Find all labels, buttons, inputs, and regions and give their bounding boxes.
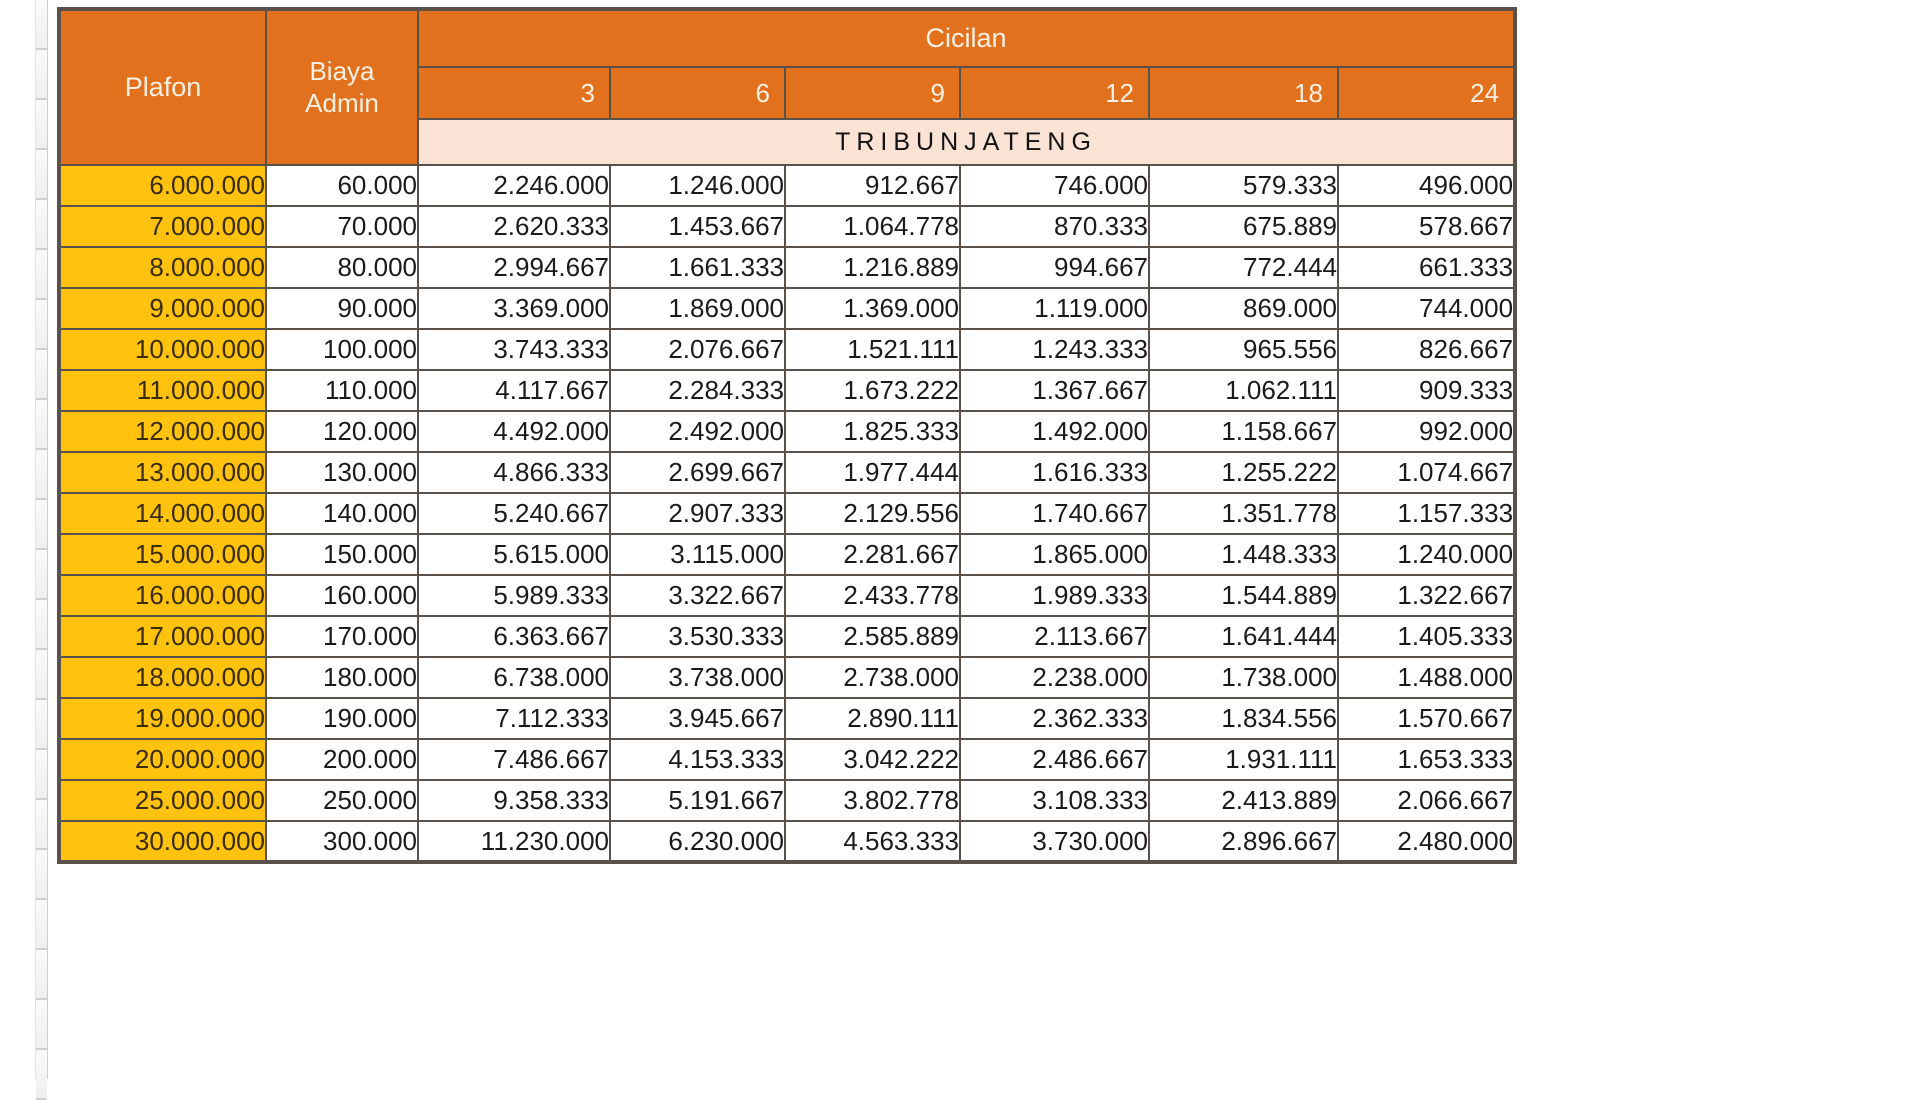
cell-plafon[interactable]: 30.000.000	[59, 821, 266, 862]
cell-tenor-3[interactable]: 9.358.333	[418, 780, 610, 821]
cell-tenor-12[interactable]: 3.730.000	[960, 821, 1149, 862]
table-row[interactable]	[59, 657, 1515, 698]
table-row[interactable]	[59, 575, 1515, 616]
cell-tenor-18[interactable]: 1.834.556	[1149, 698, 1338, 739]
cell-plafon[interactable]: 13.000.000	[59, 452, 266, 493]
row-gutter-segment[interactable]	[36, 700, 47, 750]
header-biaya-admin	[266, 9, 418, 165]
cell-tenor-18[interactable]: 2.896.667	[1149, 821, 1338, 862]
cell-tenor-24[interactable]: 744.000	[1338, 288, 1515, 329]
cell-tenor-18[interactable]: 675.889	[1149, 206, 1338, 247]
header-biaya-admin-line2: Admin	[305, 87, 379, 118]
cell-tenor-24[interactable]: 496.000	[1338, 165, 1515, 206]
cell-admin[interactable]: 100.000	[266, 329, 418, 370]
cell-tenor-9[interactable]: 3.042.222	[785, 739, 960, 780]
cell-admin[interactable]: 140.000	[266, 493, 418, 534]
cell-tenor-6[interactable]: 3.322.667	[610, 575, 785, 616]
row-gutter-segment[interactable]	[36, 1050, 47, 1100]
cell-tenor-12[interactable]: 2.113.667	[960, 616, 1149, 657]
cell-tenor-18[interactable]: 869.000	[1149, 288, 1338, 329]
cell-tenor-12[interactable]: 1.492.000	[960, 411, 1149, 452]
cell-tenor-9[interactable]: 2.738.000	[785, 657, 960, 698]
cell-tenor-3[interactable]: 2.246.000	[418, 165, 610, 206]
cell-tenor-12[interactable]: 1.243.333	[960, 329, 1149, 370]
table-header	[59, 9, 1515, 165]
cell-tenor-3[interactable]: 4.117.667	[418, 370, 610, 411]
cell-tenor-12[interactable]: 2.238.000	[960, 657, 1149, 698]
cell-tenor-18[interactable]: 1.351.778	[1149, 493, 1338, 534]
pricing-table-container	[57, 7, 1513, 864]
cell-tenor-24[interactable]: 1.405.333	[1338, 616, 1515, 657]
table-row[interactable]	[59, 329, 1515, 370]
cell-tenor-24[interactable]: 992.000	[1338, 411, 1515, 452]
cell-tenor-3[interactable]: 6.363.667	[418, 616, 610, 657]
table-row[interactable]	[59, 739, 1515, 780]
cell-plafon[interactable]: 12.000.000	[59, 411, 266, 452]
cell-tenor-6[interactable]: 2.492.000	[610, 411, 785, 452]
cell-tenor-24[interactable]: 1.074.667	[1338, 452, 1515, 493]
cell-tenor-18[interactable]: 1.062.111	[1149, 370, 1338, 411]
row-gutter-segment[interactable]	[36, 950, 47, 1000]
header-tenor-6: 6	[610, 67, 785, 119]
table-row[interactable]	[59, 616, 1515, 657]
cell-tenor-24[interactable]: 1.157.333	[1338, 493, 1515, 534]
row-gutter-segment[interactable]	[36, 800, 47, 850]
cell-tenor-12[interactable]: 1.616.333	[960, 452, 1149, 493]
cell-tenor-18[interactable]: 2.413.889	[1149, 780, 1338, 821]
cell-tenor-6[interactable]: 1.246.000	[610, 165, 785, 206]
cell-tenor-12[interactable]: 1.740.667	[960, 493, 1149, 534]
header-tenor-24: 24	[1338, 67, 1515, 119]
cell-tenor-3[interactable]: 7.486.667	[418, 739, 610, 780]
table-row[interactable]	[59, 534, 1515, 575]
cell-tenor-9[interactable]: 2.890.111	[785, 698, 960, 739]
cell-tenor-3[interactable]: 7.112.333	[418, 698, 610, 739]
cell-plafon[interactable]: 6.000.000	[59, 165, 266, 206]
cell-plafon[interactable]: 15.000.000	[59, 534, 266, 575]
cell-admin[interactable]: 130.000	[266, 452, 418, 493]
cell-admin[interactable]: 60.000	[266, 165, 418, 206]
cell-tenor-9[interactable]: 2.433.778	[785, 575, 960, 616]
cell-tenor-9[interactable]: 2.585.889	[785, 616, 960, 657]
table-row[interactable]	[59, 206, 1515, 247]
row-gutter-segment[interactable]	[36, 200, 47, 250]
cell-plafon[interactable]: 9.000.000	[59, 288, 266, 329]
cell-admin[interactable]: 90.000	[266, 288, 418, 329]
cell-tenor-24[interactable]: 826.667	[1338, 329, 1515, 370]
row-gutter-segment[interactable]	[36, 400, 47, 450]
cell-tenor-3[interactable]: 5.989.333	[418, 575, 610, 616]
cell-tenor-3[interactable]: 5.240.667	[418, 493, 610, 534]
cell-tenor-18[interactable]: 579.333	[1149, 165, 1338, 206]
cell-tenor-12[interactable]: 994.667	[960, 247, 1149, 288]
table-row[interactable]	[59, 493, 1515, 534]
cell-plafon[interactable]: 7.000.000	[59, 206, 266, 247]
cell-tenor-12[interactable]: 1.119.000	[960, 288, 1149, 329]
table-row[interactable]	[59, 452, 1515, 493]
cell-tenor-12[interactable]: 746.000	[960, 165, 1149, 206]
cell-tenor-6[interactable]: 4.153.333	[610, 739, 785, 780]
cell-admin[interactable]: 180.000	[266, 657, 418, 698]
row-gutter-segment[interactable]	[36, 650, 47, 700]
cell-plafon[interactable]: 8.000.000	[59, 247, 266, 288]
cell-admin[interactable]: 120.000	[266, 411, 418, 452]
table-row[interactable]	[59, 821, 1515, 862]
cell-plafon[interactable]: 18.000.000	[59, 657, 266, 698]
header-tenor-18: 18	[1149, 67, 1338, 119]
cell-plafon[interactable]: 16.000.000	[59, 575, 266, 616]
cell-tenor-9[interactable]: 1.825.333	[785, 411, 960, 452]
cell-tenor-3[interactable]: 11.230.000	[418, 821, 610, 862]
cell-tenor-3[interactable]: 5.615.000	[418, 534, 610, 575]
cell-tenor-18[interactable]: 772.444	[1149, 247, 1338, 288]
row-gutter-segment[interactable]	[36, 500, 47, 550]
cell-tenor-9[interactable]: 1.673.222	[785, 370, 960, 411]
cell-admin[interactable]: 170.000	[266, 616, 418, 657]
table-row[interactable]	[59, 370, 1515, 411]
table-body	[59, 165, 1515, 862]
table-row[interactable]	[59, 411, 1515, 452]
cell-plafon[interactable]: 19.000.000	[59, 698, 266, 739]
cell-tenor-18[interactable]: 1.931.111	[1149, 739, 1338, 780]
cell-tenor-3[interactable]: 2.994.667	[418, 247, 610, 288]
header-cicilan-group: Cicilan	[418, 9, 1515, 67]
cell-tenor-9[interactable]: 3.802.778	[785, 780, 960, 821]
cell-plafon[interactable]: 11.000.000	[59, 370, 266, 411]
cell-tenor-18[interactable]: 1.641.444	[1149, 616, 1338, 657]
cell-tenor-24[interactable]: 661.333	[1338, 247, 1515, 288]
cell-tenor-3[interactable]: 6.738.000	[418, 657, 610, 698]
cell-tenor-12[interactable]: 1.989.333	[960, 575, 1149, 616]
table-row[interactable]	[59, 780, 1515, 821]
cell-tenor-9[interactable]: 1.369.000	[785, 288, 960, 329]
header-tenor-3: 3	[418, 67, 610, 119]
cell-tenor-12[interactable]: 3.108.333	[960, 780, 1149, 821]
row-gutter-segment[interactable]	[36, 750, 47, 800]
cell-tenor-24[interactable]: 1.240.000	[1338, 534, 1515, 575]
cell-admin[interactable]: 110.000	[266, 370, 418, 411]
cell-tenor-9[interactable]: 2.129.556	[785, 493, 960, 534]
row-gutter-segment[interactable]	[36, 550, 47, 600]
header-plafon: Plafon	[59, 9, 266, 165]
cell-tenor-12[interactable]: 870.333	[960, 206, 1149, 247]
header-tenor-12: 12	[960, 67, 1149, 119]
cell-tenor-6[interactable]: 2.076.667	[610, 329, 785, 370]
cell-tenor-6[interactable]: 3.530.333	[610, 616, 785, 657]
header-biaya-admin-line1: Biaya	[309, 55, 375, 86]
row-gutter-segment[interactable]	[36, 900, 47, 950]
cell-tenor-9[interactable]: 2.281.667	[785, 534, 960, 575]
cell-tenor-24[interactable]: 1.488.000	[1338, 657, 1515, 698]
cell-tenor-18[interactable]: 1.738.000	[1149, 657, 1338, 698]
cell-plafon[interactable]: 17.000.000	[59, 616, 266, 657]
cell-tenor-12[interactable]: 1.367.667	[960, 370, 1149, 411]
row-gutter-segment[interactable]	[36, 300, 47, 350]
cell-tenor-3[interactable]: 2.620.333	[418, 206, 610, 247]
cell-tenor-6[interactable]: 1.661.333	[610, 247, 785, 288]
table-row[interactable]	[59, 288, 1515, 329]
cell-tenor-18[interactable]: 1.255.222	[1149, 452, 1338, 493]
table-row[interactable]	[59, 698, 1515, 739]
cell-admin[interactable]: 80.000	[266, 247, 418, 288]
cell-admin[interactable]: 250.000	[266, 780, 418, 821]
cell-tenor-9[interactable]: 1.977.444	[785, 452, 960, 493]
cell-tenor-6[interactable]: 3.738.000	[610, 657, 785, 698]
cell-admin[interactable]: 70.000	[266, 206, 418, 247]
cell-tenor-24[interactable]: 578.667	[1338, 206, 1515, 247]
row-gutter-segment[interactable]	[36, 150, 47, 200]
cell-tenor-6[interactable]: 3.945.667	[610, 698, 785, 739]
cell-admin[interactable]: 190.000	[266, 698, 418, 739]
cell-plafon[interactable]: 20.000.000	[59, 739, 266, 780]
cell-tenor-18[interactable]: 1.448.333	[1149, 534, 1338, 575]
cell-tenor-24[interactable]: 1.653.333	[1338, 739, 1515, 780]
cell-tenor-9[interactable]: 912.667	[785, 165, 960, 206]
cell-tenor-6[interactable]: 2.699.667	[610, 452, 785, 493]
row-gutter-segment[interactable]	[36, 450, 47, 500]
cell-admin[interactable]: 200.000	[266, 739, 418, 780]
row-gutter-segment[interactable]	[36, 350, 47, 400]
cell-tenor-24[interactable]: 909.333	[1338, 370, 1515, 411]
brand-banner: TRIBUNJATENG	[418, 119, 1515, 165]
cell-tenor-24[interactable]: 2.480.000	[1338, 821, 1515, 862]
cell-tenor-6[interactable]: 1.453.667	[610, 206, 785, 247]
cell-tenor-18[interactable]: 1.158.667	[1149, 411, 1338, 452]
row-gutter-segment[interactable]	[36, 600, 47, 650]
cell-tenor-6[interactable]: 2.907.333	[610, 493, 785, 534]
cell-tenor-24[interactable]: 1.570.667	[1338, 698, 1515, 739]
cell-tenor-24[interactable]: 2.066.667	[1338, 780, 1515, 821]
cell-tenor-9[interactable]: 4.563.333	[785, 821, 960, 862]
row-gutter-segment[interactable]	[36, 0, 47, 50]
cell-tenor-3[interactable]: 3.743.333	[418, 329, 610, 370]
cell-tenor-9[interactable]: 1.064.778	[785, 206, 960, 247]
cell-tenor-6[interactable]: 5.191.667	[610, 780, 785, 821]
cell-tenor-3[interactable]: 4.492.000	[418, 411, 610, 452]
cell-plafon[interactable]: 14.000.000	[59, 493, 266, 534]
row-gutter-segment[interactable]	[36, 1000, 47, 1050]
cell-tenor-18[interactable]: 1.544.889	[1149, 575, 1338, 616]
row-gutter-segment[interactable]	[36, 100, 47, 150]
cell-admin[interactable]: 160.000	[266, 575, 418, 616]
cell-tenor-3[interactable]: 3.369.000	[418, 288, 610, 329]
cell-admin[interactable]: 300.000	[266, 821, 418, 862]
row-gutter-segment[interactable]	[36, 250, 47, 300]
cell-tenor-6[interactable]: 2.284.333	[610, 370, 785, 411]
cell-tenor-3[interactable]: 4.866.333	[418, 452, 610, 493]
header-tenor-9: 9	[785, 67, 960, 119]
cell-tenor-9[interactable]: 1.216.889	[785, 247, 960, 288]
cell-tenor-6[interactable]: 6.230.000	[610, 821, 785, 862]
cell-plafon[interactable]: 25.000.000	[59, 780, 266, 821]
installment-pricing-table	[57, 7, 1517, 864]
cell-tenor-6[interactable]: 3.115.000	[610, 534, 785, 575]
spreadsheet-row-gutter[interactable]	[35, 0, 48, 1079]
cell-plafon[interactable]: 10.000.000	[59, 329, 266, 370]
table-row[interactable]	[59, 247, 1515, 288]
cell-tenor-12[interactable]: 2.486.667	[960, 739, 1149, 780]
cell-tenor-12[interactable]: 1.865.000	[960, 534, 1149, 575]
cell-tenor-6[interactable]: 1.869.000	[610, 288, 785, 329]
table-row[interactable]	[59, 165, 1515, 206]
cell-tenor-9[interactable]: 1.521.111	[785, 329, 960, 370]
cell-admin[interactable]: 150.000	[266, 534, 418, 575]
row-gutter-segment[interactable]	[36, 50, 47, 100]
cell-tenor-12[interactable]: 2.362.333	[960, 698, 1149, 739]
cell-tenor-24[interactable]: 1.322.667	[1338, 575, 1515, 616]
row-gutter-segment[interactable]	[36, 850, 47, 900]
cell-tenor-18[interactable]: 965.556	[1149, 329, 1338, 370]
